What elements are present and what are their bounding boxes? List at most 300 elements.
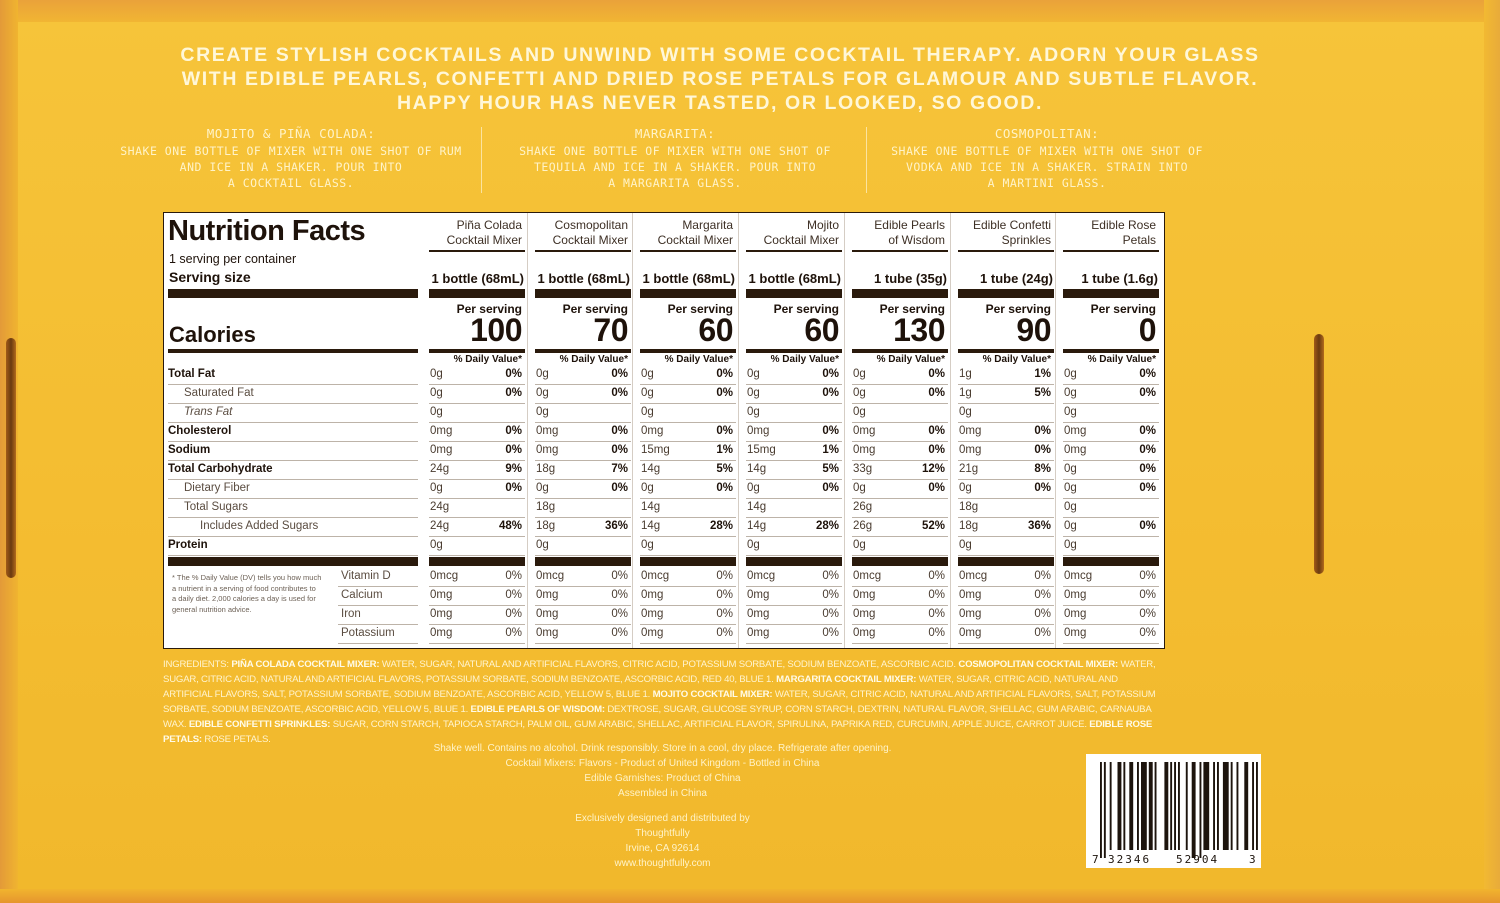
row-rule: [852, 517, 948, 518]
ingredient-heading: MARGARITA COCKTAIL MIXER:: [776, 674, 917, 685]
row-rule: [429, 586, 525, 587]
nutrient-label: Protein: [168, 539, 208, 551]
row-rule: [429, 605, 525, 606]
row-rule: [640, 605, 736, 606]
column-name-line: Edible Confetti: [972, 218, 1051, 232]
ingredient-heading: MOJITO COCKTAIL MIXER:: [652, 689, 773, 700]
barcode-bar: [1100, 762, 1102, 858]
amount: 0g: [430, 387, 443, 399]
column-divider: [527, 213, 528, 648]
nutrition-column: [532, 213, 636, 648]
distributor-line: Exclusively designed and distributed by: [575, 813, 750, 824]
vitamin-daily-value: 0%: [928, 589, 945, 601]
barcode-bar: [1123, 762, 1125, 850]
barcode-bar: [1200, 762, 1202, 858]
daily-value: 0%: [822, 368, 839, 380]
row-rule: [746, 441, 842, 442]
row-rule: [535, 536, 631, 537]
row-rule: [640, 555, 736, 556]
row-rule: [535, 643, 631, 644]
row-rule: [852, 555, 948, 556]
daily-value: 0%: [505, 482, 522, 494]
thick-rule: [746, 557, 842, 566]
per-serving-label: Per serving: [773, 302, 839, 316]
daily-value: 0%: [822, 482, 839, 494]
daily-value: 1%: [716, 444, 733, 456]
serving-size: 1 tube (1.6g): [1081, 271, 1158, 286]
per-serving-label: Per serving: [456, 302, 522, 316]
recipe-title: COSMOPOLITAN:: [994, 126, 1100, 141]
vitamin-label: Iron: [341, 608, 361, 620]
thick-rule: [429, 557, 525, 566]
amount: 0mg: [853, 425, 876, 437]
column-name-line: Petals: [1122, 233, 1156, 247]
vitamin-label: Calcium: [341, 589, 383, 601]
amount: 0mg: [536, 425, 559, 437]
nutrition-column: [743, 213, 847, 648]
row-rule: [852, 441, 948, 442]
row-rule: [429, 498, 525, 499]
daily-value: 5%: [822, 463, 839, 475]
row-rule: [535, 403, 631, 404]
vitamin-amount: 0mcg: [747, 570, 776, 582]
thick-rule: [640, 557, 736, 566]
row-rule: [1063, 460, 1159, 461]
amount: 0g: [1064, 501, 1077, 513]
daily-value: 0%: [716, 482, 733, 494]
distributor-line: www.thoughtfully.com: [614, 858, 711, 869]
column-name-line: Cosmopolitan: [554, 218, 628, 232]
daily-value: 0%: [1139, 425, 1156, 437]
daily-value: 0%: [611, 387, 628, 399]
daily-value: 5%: [1034, 387, 1051, 399]
recipe-line: SHAKE ONE BOTTLE OF MIXER WITH ONE SHOT OF: [519, 144, 831, 158]
nutrient-label: Cholesterol: [168, 425, 232, 437]
daily-value: 0%: [822, 387, 839, 399]
row-rule: [852, 586, 948, 587]
row-rule: [535, 624, 631, 625]
vitamin-daily-value: 0%: [611, 589, 628, 601]
nutrition-facts-panel: [163, 212, 1165, 649]
row-rule: [746, 643, 842, 644]
footer-line: Cocktail Mixers: Flavors - Product of United Kingdom - Bottled in China: [505, 758, 820, 769]
recipe-mojito-pina-colada: [110, 126, 472, 191]
amount: 14g: [747, 520, 767, 532]
ingredient-heading: PIÑA COLADA COCKTAIL MIXER:: [231, 659, 380, 670]
row-rule: [852, 460, 948, 461]
row-rule: [429, 624, 525, 625]
nutrient-label: Total Fat: [168, 368, 216, 380]
daily-value: 0%: [1139, 368, 1156, 380]
daily-value: 0%: [928, 444, 945, 456]
daily-value: 0%: [928, 482, 945, 494]
row-rule: [1063, 403, 1159, 404]
vitamin-amount: 0mg: [536, 589, 559, 601]
amount: 0g: [641, 387, 654, 399]
row-rule: [535, 498, 631, 499]
nutrition-column: [1060, 213, 1164, 648]
daily-value: 0%: [1139, 482, 1156, 494]
amount: 24g: [430, 501, 450, 513]
barcode-bar: [1174, 762, 1176, 850]
vitamin-daily-value: 0%: [1034, 570, 1051, 582]
row-rule: [852, 498, 948, 499]
row-rule: [640, 441, 736, 442]
vitamin-amount: 0mg: [853, 608, 876, 620]
row-rule: [1063, 517, 1159, 518]
vitamin-amount: 0mg: [1064, 627, 1087, 639]
vitamin-amount: 0mg: [641, 589, 664, 601]
amount: 14g: [747, 463, 767, 475]
daily-value: 48%: [498, 520, 522, 532]
per-serving-label: Per serving: [667, 302, 733, 316]
vitamin-amount: 0mcg: [853, 570, 882, 582]
barcode-bar: [1110, 762, 1112, 850]
vitamin-daily-value: 0%: [1034, 589, 1051, 601]
row-rule: [852, 384, 948, 385]
amount: 0g: [1064, 482, 1077, 494]
vitamin-daily-value: 0%: [928, 608, 945, 620]
row-rule: [338, 605, 418, 606]
column-name-line: Cocktail Mixer: [763, 233, 839, 247]
vitamin-daily-value: 0%: [505, 627, 522, 639]
amount: 0mg: [747, 425, 770, 437]
recipe-line: AND ICE IN A SHAKER. POUR INTO: [179, 160, 403, 174]
vitamin-daily-value: 0%: [716, 589, 733, 601]
row-rule: [640, 536, 736, 537]
row-rule: [958, 460, 1054, 461]
recipe-title: MOJITO & PIÑA COLADA:: [206, 126, 376, 141]
barcode-bar: [1217, 762, 1219, 850]
vitamin-daily-value: 0%: [611, 627, 628, 639]
row-rule: [852, 403, 948, 404]
daily-value: 0%: [505, 387, 522, 399]
row-rule: [958, 422, 1054, 423]
daily-value: 28%: [815, 520, 839, 532]
column-name-line: of Wisdom: [888, 233, 945, 247]
thick-rule: [746, 289, 842, 298]
ingredient-heading: EDIBLE ROSE PETALS:: [163, 719, 1153, 745]
vitamin-daily-value: 0%: [928, 627, 945, 639]
barcode-bar: [1155, 762, 1157, 850]
daily-value: 0%: [611, 444, 628, 456]
amount: 0mg: [1064, 425, 1087, 437]
amount: 0mg: [641, 425, 664, 437]
row-rule: [852, 536, 948, 537]
amount: 0g: [641, 539, 654, 551]
calories-label: Calories: [169, 322, 256, 347]
row-rule: [168, 441, 418, 442]
column-header: [849, 218, 945, 248]
row-rule: [1063, 536, 1159, 537]
row-rule: [852, 624, 948, 625]
daily-value-footnote: * The % Daily Value (DV) tells you how much a nutrient in a serving of food contributes to a daily diet. 2,000 calories a day is used for general nutrition advice.: [172, 573, 322, 614]
column-divider: [1055, 213, 1056, 648]
amount: 0g: [959, 539, 972, 551]
row-rule: [852, 422, 948, 423]
thick-rule: [640, 289, 736, 298]
amount: 0g: [1064, 368, 1077, 380]
vitamin-amount: 0mg: [430, 627, 453, 639]
thick-rule: [958, 557, 1054, 566]
rule: [852, 250, 948, 252]
vitamin-daily-value: 0%: [1139, 589, 1156, 601]
daily-value: 28%: [709, 520, 733, 532]
amount: 0g: [536, 482, 549, 494]
row-rule: [168, 555, 418, 556]
recipe-cosmopolitan: [872, 126, 1222, 191]
amount: 0g: [959, 406, 972, 418]
amount: 0g: [536, 406, 549, 418]
rule: [1063, 250, 1159, 252]
daily-value: 0%: [928, 425, 945, 437]
vitamin-amount: 0mcg: [1064, 570, 1093, 582]
calories-value: 60: [804, 312, 839, 348]
row-rule: [746, 555, 842, 556]
amount: 14g: [747, 501, 767, 513]
vitamin-label: Vitamin D: [341, 570, 391, 582]
recipe-line: TEQUILA AND ICE IN A SHAKER. POUR INTO: [533, 160, 817, 174]
thick-rule: [852, 557, 948, 566]
daily-value: 0%: [1139, 387, 1156, 399]
footer-line: Shake well. Contains no alcohol. Drink responsibly. Store in a cool, dry place. Refrigerate after opening.: [433, 743, 892, 754]
ingredient-heading: EDIBLE CONFETTI SPRINKLES:: [188, 719, 331, 730]
barcode-bar: [1104, 762, 1106, 858]
vitamin-daily-value: 0%: [1139, 627, 1156, 639]
vitamin-amount: 0mg: [1064, 608, 1087, 620]
vitamin-daily-value: 0%: [505, 570, 522, 582]
daily-value-header: % Daily Value*: [664, 354, 733, 365]
calories-value: 100: [470, 312, 522, 348]
row-rule: [429, 555, 525, 556]
barcode-bar: [1141, 762, 1147, 850]
serving-size: 1 bottle (68mL): [431, 271, 524, 286]
amount: 0g: [536, 387, 549, 399]
row-rule: [429, 517, 525, 518]
column-header: [743, 218, 839, 248]
amount: 0g: [641, 406, 654, 418]
row-rule: [535, 479, 631, 480]
recipe-line: A MARTINI GLASS.: [987, 176, 1107, 190]
row-rule: [168, 517, 418, 518]
amount: 21g: [959, 463, 979, 475]
thick-rule: [168, 289, 418, 298]
vitamin-amount: 0mcg: [536, 570, 565, 582]
rule: [958, 250, 1054, 252]
recipe-margarita: [500, 126, 850, 191]
medium-rule: [746, 349, 842, 353]
amount: 0mg: [959, 425, 982, 437]
amount: 26g: [853, 501, 873, 513]
row-rule: [1063, 498, 1159, 499]
row-rule: [338, 643, 418, 644]
serving-size-label: Serving size: [169, 269, 251, 285]
vitamin-amount: 0mg: [853, 589, 876, 601]
daily-value: 0%: [611, 368, 628, 380]
row-rule: [958, 605, 1054, 606]
thick-rule: [535, 289, 631, 298]
row-rule: [1063, 586, 1159, 587]
per-serving-label: Per serving: [1090, 302, 1156, 316]
left-handle-slot: [6, 338, 16, 578]
amount: 0g: [430, 368, 443, 380]
vitamin-amount: 0mg: [747, 589, 770, 601]
row-rule: [958, 441, 1054, 442]
row-rule: [746, 605, 842, 606]
nutrition-title: Nutrition Facts: [168, 215, 366, 247]
serving-size: 1 bottle (68mL): [537, 271, 630, 286]
amount: 0g: [853, 539, 866, 551]
column-header: [1060, 218, 1156, 248]
ingredient-list: WATER, SUGAR, CITRIC ACID, NATURAL AND ARTIFICIAL FLAVORS, POTASSIUM SORBATE, SODIUM BENZOATE, ASCORBIC ACID, RED 40, BLUE 1.: [163, 659, 1156, 685]
row-rule: [429, 441, 525, 442]
row-rule: [535, 460, 631, 461]
row-rule: [168, 479, 418, 480]
headline-line: WITH EDIBLE PEARLS, CONFETTI AND DRIED ROSE PETALS FOR GLAMOUR AND SUBTLE FLAVOR.: [181, 68, 1259, 90]
daily-value: 36%: [1027, 520, 1051, 532]
ingredient-heading: EDIBLE PEARLS OF WISDOM:: [470, 704, 605, 715]
ingredient-list: WATER, SUGAR, CITRIC ACID, NATURAL AND ARTIFICIAL FLAVORS, SALT, POTASSIUM SORBATE, SODIUM BENZOATE, ASCORBIC ACID, YELLOW 5, BLUE 1.: [163, 689, 1156, 715]
recipe-divider: [866, 127, 867, 193]
headline-line: HAPPY HOUR HAS NEVER TASTED, OR LOOKED, SO GOOD.: [397, 92, 1043, 114]
amount: 0g: [959, 482, 972, 494]
row-rule: [640, 460, 736, 461]
recipe-title: MARGARITA:: [634, 126, 716, 141]
column-header: [426, 218, 522, 248]
row-rule: [746, 586, 842, 587]
vitamin-daily-value: 0%: [822, 570, 839, 582]
row-rule: [852, 479, 948, 480]
thick-rule: [1063, 289, 1159, 298]
recipe-line: VODKA AND ICE IN A SHAKER. STRAIN INTO: [905, 160, 1189, 174]
daily-value-header: % Daily Value*: [1087, 354, 1156, 365]
vitamin-amount: 0mg: [959, 608, 982, 620]
row-rule: [958, 586, 1054, 587]
amount: 0g: [1064, 406, 1077, 418]
nutrient-label: Total Sugars: [184, 501, 248, 513]
medium-rule: [852, 349, 948, 353]
row-rule: [958, 643, 1054, 644]
amount: 0g: [747, 368, 760, 380]
amount: 0g: [430, 539, 443, 551]
row-rule: [640, 498, 736, 499]
serving-size: 1 bottle (68mL): [642, 271, 735, 286]
row-rule: [535, 422, 631, 423]
vitamin-daily-value: 0%: [822, 608, 839, 620]
amount: 0g: [641, 482, 654, 494]
amount: 0mg: [430, 425, 453, 437]
ingredient-list: DEXTROSE, SUGAR, GLUCOSE SYRUP, CORN STARCH, DEXTRIN, NATURAL FLAVOR, SHELLAC, GUM ARABIC, CARNAUBA WAX.: [163, 704, 1152, 730]
amount: 0g: [853, 406, 866, 418]
column-divider: [738, 213, 739, 648]
daily-value: 1%: [1034, 368, 1051, 380]
column-header: [637, 218, 733, 248]
row-rule: [746, 498, 842, 499]
barcode-bar: [1118, 762, 1122, 850]
daily-value: 0%: [1139, 463, 1156, 475]
vitamin-amount: 0mg: [959, 627, 982, 639]
nutrient-label: Sodium: [168, 444, 211, 456]
vitamin-daily-value: 0%: [716, 627, 733, 639]
row-rule: [640, 422, 736, 423]
amount: 0g: [536, 539, 549, 551]
nutrient-label: Total Carbohydrate: [168, 463, 273, 475]
per-serving-label: Per serving: [562, 302, 628, 316]
row-rule: [429, 384, 525, 385]
row-rule: [168, 403, 418, 404]
amount: 0mg: [853, 444, 876, 456]
column-name-line: Cocktail Mixer: [657, 233, 733, 247]
recipe-line: A MARGARITA GLASS.: [608, 176, 742, 190]
vitamin-amount: 0mg: [959, 589, 982, 601]
medium-rule: [535, 349, 631, 353]
row-rule: [746, 384, 842, 385]
calories-value: 70: [593, 312, 628, 348]
daily-value: 12%: [921, 463, 945, 475]
amount: 14g: [641, 520, 661, 532]
row-rule: [852, 643, 948, 644]
vitamin-daily-value: 0%: [1139, 570, 1156, 582]
row-rule: [168, 498, 418, 499]
barcode-bar: [1178, 762, 1180, 850]
barcode-digits-left: 32346: [1108, 853, 1152, 866]
barcode-bar: [1164, 762, 1168, 850]
amount: 18g: [959, 520, 979, 532]
amount: 0g: [430, 482, 443, 494]
vitamin-amount: 0mg: [430, 608, 453, 620]
amount: 26g: [853, 520, 873, 532]
daily-value: 0%: [1034, 444, 1051, 456]
row-rule: [168, 536, 418, 537]
barcode-digit: 3: [1249, 853, 1256, 866]
medium-rule: [1063, 349, 1159, 353]
row-rule: [746, 479, 842, 480]
daily-value: 36%: [604, 520, 628, 532]
daily-value: 0%: [928, 387, 945, 399]
servings-per-container: 1 serving per container: [169, 252, 297, 266]
thick-rule: [958, 289, 1054, 298]
vitamin-daily-value: 0%: [505, 608, 522, 620]
column-name-line: Cocktail Mixer: [552, 233, 628, 247]
vitamin-amount: 0mg: [1064, 589, 1087, 601]
amount: 0g: [747, 482, 760, 494]
row-rule: [1063, 605, 1159, 606]
column-divider: [844, 213, 845, 648]
thick-rule: [852, 289, 948, 298]
daily-value: 5%: [716, 463, 733, 475]
barcode-bar: [1252, 762, 1254, 850]
amount: 0mg: [430, 444, 453, 456]
vitamin-daily-value: 0%: [928, 570, 945, 582]
vitamin-amount: 0mg: [747, 608, 770, 620]
row-rule: [746, 624, 842, 625]
barcode-bar: [1237, 762, 1239, 850]
column-header: [532, 218, 628, 248]
thick-rule: [429, 289, 525, 298]
recipe-line: SHAKE ONE BOTTLE OF MIXER WITH ONE SHOT OF: [891, 144, 1203, 158]
amount: 18g: [536, 501, 556, 513]
serving-size: 1 tube (35g): [874, 271, 947, 286]
per-serving-label: Per serving: [879, 302, 945, 316]
footer-line: Assembled in China: [618, 788, 707, 799]
vitamin-daily-value: 0%: [822, 589, 839, 601]
vitamin-amount: 0mg: [853, 627, 876, 639]
ingredient-heading: COSMOPOLITAN COCKTAIL MIXER:: [958, 659, 1118, 670]
row-rule: [338, 624, 418, 625]
vitamin-daily-value: 0%: [822, 627, 839, 639]
vitamin-label: Potassium: [341, 627, 395, 639]
daily-value: 0%: [505, 425, 522, 437]
